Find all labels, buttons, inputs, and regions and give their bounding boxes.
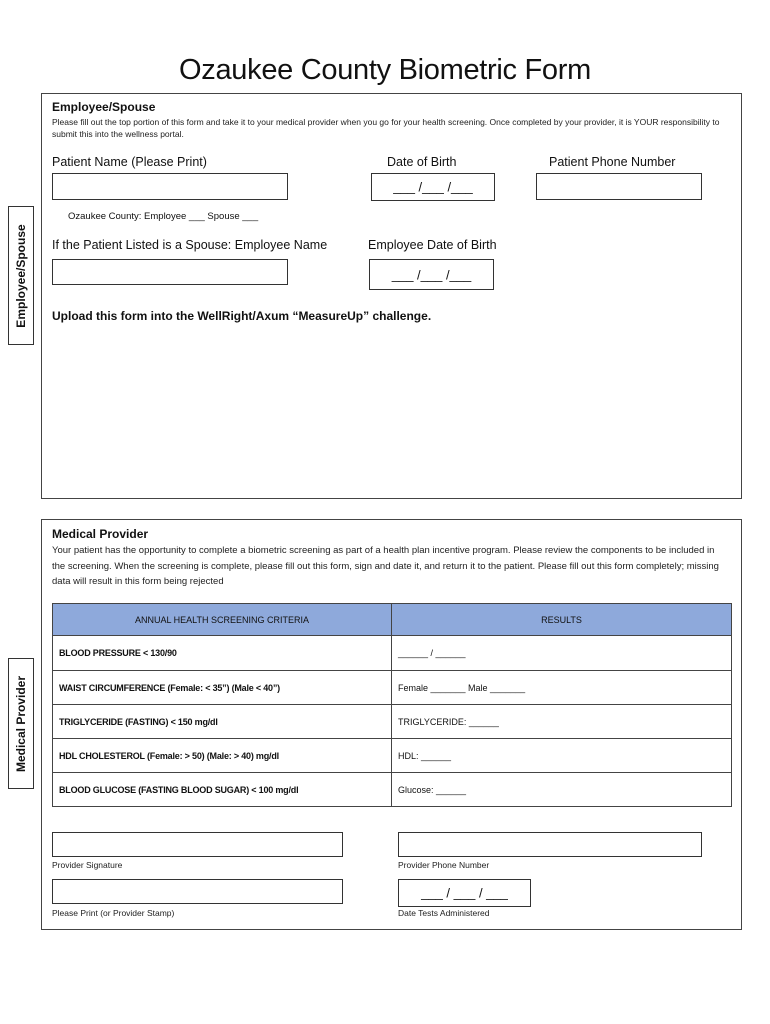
phone-label: Patient Phone Number xyxy=(549,155,676,169)
patient-phone-field[interactable] xyxy=(536,173,702,200)
table-row xyxy=(53,671,732,705)
table-row xyxy=(53,773,732,807)
criteria-cell: BLOOD PRESSURE < 130/90 xyxy=(53,636,392,671)
patient-name-label: Patient Name (Please Print) xyxy=(52,155,207,169)
title-part-2: Biometric Form xyxy=(398,54,591,86)
result-cell[interactable]: HDL: ______ xyxy=(392,739,732,773)
provider-side-label: Medical Provider xyxy=(8,658,34,789)
criteria-header: ANNUAL HEALTH SCREENING CRITERIA xyxy=(53,604,392,636)
provider-print-label: Please Print (or Provider Stamp) xyxy=(52,908,175,918)
employee-instructions: Please fill out the top portion of this form and take it to your medical provider when you go for your health screening. Once completed by your provider, it is YOUR responsibility to submit this into the wellness portal. xyxy=(52,117,720,139)
dob-label: Date of Birth xyxy=(387,155,457,169)
employee-dob-placeholder: ___ /___ /___ xyxy=(391,267,472,282)
screening-criteria-table xyxy=(52,603,732,807)
patient-name-field[interactable] xyxy=(52,173,288,200)
result-cell[interactable]: Glucose: ______ xyxy=(392,773,732,807)
employee-name-field[interactable] xyxy=(52,259,288,285)
employee-heading: Employee/Spouse xyxy=(52,100,156,114)
table-row xyxy=(53,636,732,671)
criteria-cell: BLOOD GLUCOSE (FASTING BLOOD SUGAR) < 100 mg/dl xyxy=(53,773,392,807)
provider-signature-field[interactable] xyxy=(52,832,343,857)
date-tests-placeholder: ___ / ___ / ___ xyxy=(421,885,508,901)
table-header-row xyxy=(53,604,732,636)
provider-phone-label: Provider Phone Number xyxy=(398,860,490,870)
employee-side-label: Employee/Spouse xyxy=(8,206,34,345)
provider-phone-field[interactable] xyxy=(398,832,702,857)
criteria-cell: WAIST CIRCUMFERENCE (Female: < 35”) (Male < 40”) xyxy=(53,671,392,705)
provider-print-field[interactable] xyxy=(52,879,343,904)
employee-dob-label: Employee Date of Birth xyxy=(368,238,497,252)
provider-heading: Medical Provider xyxy=(52,527,149,541)
date-tests-field[interactable] xyxy=(398,879,531,907)
result-cell[interactable]: ______ / ______ xyxy=(392,636,732,671)
employee-spouse-checkline: Ozaukee County: Employee ___ Spouse ___ xyxy=(68,211,259,222)
result-cell[interactable]: TRIGLYCERIDE: ______ xyxy=(392,705,732,739)
dob-placeholder: ___ /___ /___ xyxy=(393,179,473,195)
date-tests-label: Date Tests Administered xyxy=(398,908,490,918)
result-cell[interactable]: Female _______ Male _______ xyxy=(392,671,732,705)
table-row xyxy=(53,705,732,739)
dob-field[interactable] xyxy=(371,173,495,201)
table-row xyxy=(53,739,732,773)
criteria-cell: TRIGLYCERIDE (FASTING) < 150 mg/dl xyxy=(53,705,392,739)
results-header: RESULTS xyxy=(392,604,732,636)
provider-signature-label: Provider Signature xyxy=(52,860,123,870)
criteria-cell: HDL CHOLESTEROL (Female: > 50) (Male: > 40) mg/dl xyxy=(53,739,392,773)
upload-note: Upload this form into the WellRight/Axum “MeasureUp” challenge. xyxy=(52,309,432,323)
provider-instructions: Your patient has the opportunity to complete a biometric screening as part of a health plan incentive program. Please review the components to be included in the screening. When the screening is complete, please fill out this form, sign and date it, and return it to the patient. Please fill out this form completely; missing data will result in this form being rejected xyxy=(52,545,719,587)
employee-section xyxy=(41,93,742,499)
title-part-1: Ozaukee County xyxy=(179,54,399,86)
page-title xyxy=(0,54,770,87)
spouse-employee-name-label: If the Patient Listed is a Spouse: Employee Name xyxy=(52,238,328,252)
employee-dob-field[interactable] xyxy=(369,259,494,290)
